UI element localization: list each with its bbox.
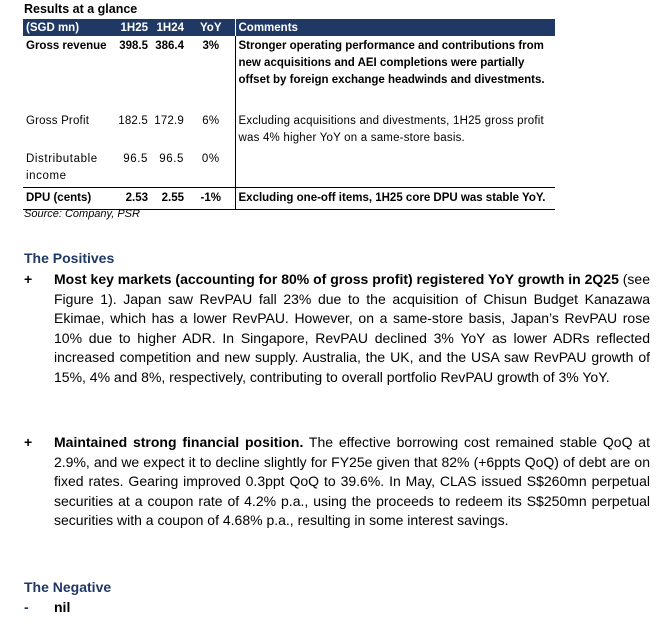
table-row <box>23 149 555 188</box>
row-1h25: 182.5 <box>118 115 148 127</box>
row-1h24: 172.9 <box>154 115 184 127</box>
list-item <box>24 598 650 618</box>
row-yoy: 0% <box>201 153 220 165</box>
header-metric: (SGD mn) <box>23 19 111 36</box>
row-metric: Distributable income <box>26 153 98 182</box>
row-yoy: 3% <box>202 40 220 52</box>
row-1h24: 386.4 <box>155 40 184 52</box>
positives-heading: The Positives <box>24 250 115 266</box>
header-1h25: 1H25 <box>111 19 151 36</box>
row-comment <box>235 149 555 188</box>
row-1h25: 96.5 <box>123 153 148 165</box>
row-comment: Excluding one-off items, 1H25 core DPU was stable YoY. <box>235 188 555 210</box>
row-1h25: 398.5 <box>119 40 148 52</box>
row-comment: Excluding acquisitions and divestments, 1H25 gross profit was 4% higher YoY on a same-store basis. <box>235 107 555 149</box>
section-title: Results at a glance <box>24 2 138 16</box>
list-item <box>24 433 650 531</box>
table-row <box>23 107 555 149</box>
row-metric: Gross revenue <box>26 40 107 52</box>
header-yoy: YoY <box>187 19 235 36</box>
source-note: Source: Company, PSR <box>24 208 140 220</box>
list-item <box>24 270 650 388</box>
plus-bullet-icon: + <box>24 434 33 450</box>
row-1h24: 96.5 <box>159 153 184 165</box>
row-yoy: 6% <box>202 115 220 127</box>
row-metric: DPU (cents) <box>23 188 111 210</box>
table-header-row <box>23 19 555 36</box>
row-metric: Gross Profit <box>26 115 90 127</box>
row-yoy: -1% <box>187 188 235 210</box>
bullet-lead: Maintained strong financial position. <box>54 434 304 450</box>
row-comment: Stronger operating performance and contributions from new acquisitions and AEI completions were partially offset by foreign exchange headwinds and divestments. <box>235 36 555 107</box>
bullet-lead: Most key markets (accounting for 80% of gross profit) registered YoY growth in 2Q25 <box>54 271 619 287</box>
row-1h25: 2.53 <box>111 188 151 210</box>
bullet-text: The effective borrowing cost remained stable QoQ at 2.9%, and we expect it to decline slightly for FY25e given that 82% (+6ppts QoQ) of debt are on fixed rates. Gearing improved 0.3ppt QoQ to 39.6%. In May, CLAS issued S$260mn perpetual securities at a coupon rate of 4.2% p.a., using the proceeds to redeem its S$250mn perpetual securities with a coupon of 4.68% p.a., resulting in some interest savings. <box>54 434 650 529</box>
header-comments: Comments <box>235 19 555 36</box>
plus-bullet-icon: + <box>24 271 33 287</box>
results-table <box>23 19 555 210</box>
bullet-lead: nil <box>54 599 71 615</box>
table-row <box>23 36 555 107</box>
minus-bullet-icon: - <box>24 599 29 615</box>
bullet-text: (see Figure 1). Japan saw RevPAU fall 23% due to the acquisition of Chisun Budget Kanazawa Ekimae, which has a lower RevPAU. However, on a same-store basis, Japan’s RevPAU rose 10% due to higher ADR. In Singapore, RevPAU declined 3% YoY as lower ADRs reflected increased competition and new supply. Australia, the UK, and the USA saw RevPAU growth of 15%, 4% and 8%, respectively, contributing to overall portfolio RevPAU growth of 3% YoY. <box>54 271 651 385</box>
header-1h24: 1H24 <box>151 19 187 36</box>
table-row <box>23 188 555 210</box>
row-1h24: 2.55 <box>151 188 187 210</box>
negative-heading: The Negative <box>24 579 112 595</box>
